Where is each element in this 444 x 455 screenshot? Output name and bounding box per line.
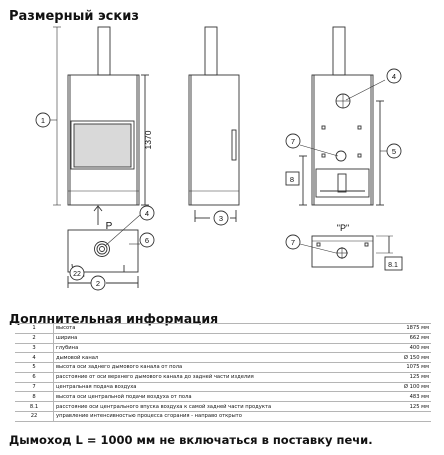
chimney-note: Дымоход L = 1000 мм не включаться в поставку печи. xyxy=(9,433,373,447)
info-table xyxy=(15,323,431,422)
row-desc: высота оси заднего дымового канала от пола xyxy=(54,363,368,373)
row-desc: расстояние оси центрального впуска воздуха к самой задней части продукта xyxy=(54,402,368,412)
arrow-p-label: P xyxy=(105,221,113,232)
row-num: 6 xyxy=(15,372,54,382)
callout-3: 3 xyxy=(218,214,224,223)
row-num: 7 xyxy=(15,382,54,392)
row-desc: расстояние от оси верхнего дымового канала до задней части изделия xyxy=(54,372,368,382)
height-dimension-label: 1370 xyxy=(143,130,153,150)
row-val: 125 мм xyxy=(367,372,431,382)
view-p-label: "P" xyxy=(336,223,350,233)
row-num: 8 xyxy=(15,392,54,402)
callout-8: 8 xyxy=(289,175,295,184)
table-row xyxy=(15,343,431,353)
table-row xyxy=(15,372,431,382)
table-row xyxy=(15,324,431,334)
row-desc: высота оси центральной подачи воздуха от пола xyxy=(54,392,368,402)
page-title: Размерный эскиз xyxy=(9,9,139,24)
row-val: Ø 100 мм xyxy=(367,382,431,392)
row-num: 4 xyxy=(15,353,54,363)
callout-4-rear: 4 xyxy=(391,72,397,81)
table-row xyxy=(15,392,431,402)
row-desc: дымовой канал xyxy=(54,353,368,363)
row-num: 2 xyxy=(15,333,54,343)
row-desc: управление интенсивностью процесса сгорания - направо открыто xyxy=(54,411,368,421)
callout-7-view-p: 7 xyxy=(290,238,296,247)
row-val: Ø 150 мм xyxy=(367,353,431,363)
callout-6: 6 xyxy=(144,236,150,245)
row-num: 3 xyxy=(15,343,54,353)
callout-1: 1 xyxy=(40,116,46,125)
table-row xyxy=(15,333,431,343)
row-desc: центральная подача воздуха xyxy=(54,382,368,392)
callout-4-top-view: 4 xyxy=(144,209,150,218)
row-num: 8.1 xyxy=(15,402,54,412)
table-row xyxy=(15,382,431,392)
callout-2: 2 xyxy=(95,279,101,288)
row-val xyxy=(367,411,431,421)
row-val: 483 мм xyxy=(367,392,431,402)
callout-7-rear: 7 xyxy=(290,137,296,146)
row-val: 400 мм xyxy=(367,343,431,353)
rear-view xyxy=(286,27,401,205)
side-view xyxy=(189,27,239,225)
row-num: 22 xyxy=(15,411,54,421)
row-num: 1 xyxy=(15,324,54,334)
table-row xyxy=(15,411,431,421)
table-row xyxy=(15,402,431,412)
row-val: 1875 мм xyxy=(367,324,431,334)
row-desc: высота xyxy=(54,324,368,334)
row-val: 662 мм xyxy=(367,333,431,343)
view-p xyxy=(286,235,402,270)
table-row xyxy=(15,353,431,363)
info-section-title: Доплнительная информация xyxy=(9,311,219,326)
front-view xyxy=(36,27,149,225)
callout-22: 22 xyxy=(73,271,81,278)
callout-5: 5 xyxy=(391,147,397,156)
row-num: 5 xyxy=(15,363,54,373)
table-row xyxy=(15,363,431,373)
callout-8-1: 8.1 xyxy=(388,262,398,269)
row-desc: ширина xyxy=(54,333,368,343)
row-val: 1075 мм xyxy=(367,363,431,373)
row-val: 125 мм xyxy=(367,402,431,412)
row-desc: глубина xyxy=(54,343,368,353)
